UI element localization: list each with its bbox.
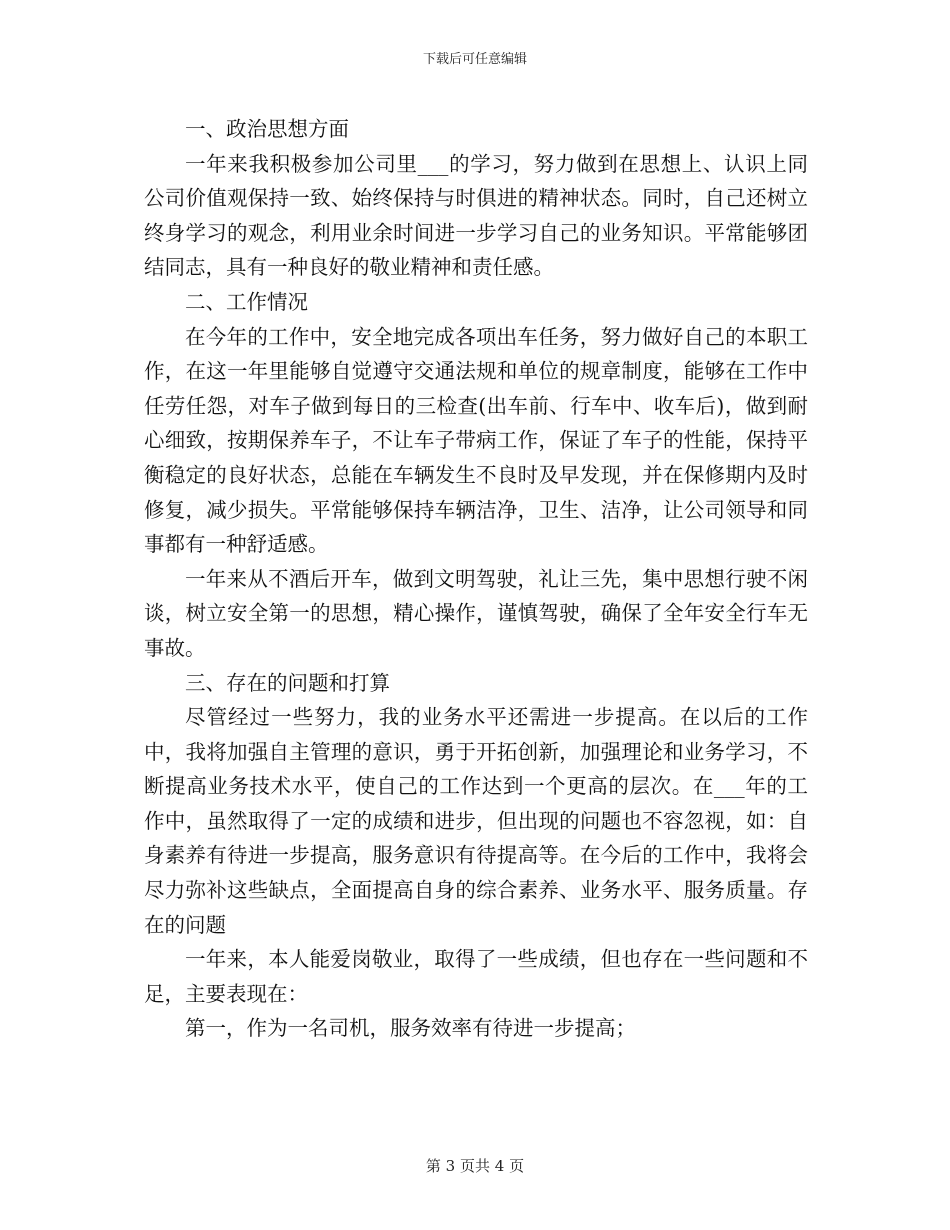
document-body bbox=[144, 112, 808, 1046]
section-heading-politics: 一、政治思想方面 bbox=[185, 117, 349, 141]
paragraph-politics: 一年来我积极参加公司里___的学习，努力做到在思想上、认识上同公司价值观保持一致、始终保持与时俱进的精神状态。同时，自己还树立终身学习的观念，利用业余时间进一步学习自己的业务知识。平常能够团结同志，具有一种良好的敬业精神和责任感。 bbox=[144, 151, 808, 280]
page-footer: 第 3 页共 4 页 bbox=[425, 1157, 525, 1175]
paragraph-summary: 一年来，本人能爱岗敬业，取得了一些成绩，但也存在一些问题和不足，主要表现在： bbox=[144, 947, 808, 1006]
paragraph-improvement: 尽管经过一些努力，我的业务水平还需进一步提高。在以后的工作中，我将加强自主管理的意识，勇于开拓创新，加强理论和业务学习，不断提高业务技术水平，使自己的工作达到一个更高的层次。在___年的工作中，虽然取得了一定的成绩和进步，但出现的问题也不容忽视，如：自身素养有待进一步提高，服务意识有待提高等。在今后的工作中，我将会尽力弥补这些缺点，全面提高自身的综合素养、业务水平、服务质量。存在的问题 bbox=[144, 705, 808, 937]
paragraph-work: 在今年的工作中，安全地完成各项出车任务，努力做好自己的本职工作，在这一年里能够自觉遵守交通法规和单位的规章制度，能够在工作中任劳任怨，对车子做到每日的三检查(出车前、行车中、收车后)，做到耐心细致，按期保养车子，不让车子带病工作，保证了车子的性能，保持平衡稳定的良好状态，总能在车辆发生不良时及早发现，并在保修期内及时修复，减少损失。平常能够保持车辆洁净，卫生、洁净，让公司领导和同事都有一种舒适感。 bbox=[144, 324, 808, 557]
page-header: 下载后可任意编辑 bbox=[422, 52, 527, 67]
paragraph-driving-safety: 一年来从不酒后开车，做到文明驾驶，礼让三先，集中思想行驶不闲谈，树立安全第一的思想，精心操作，谨慎驾驶，确保了全年安全行车无事故。 bbox=[144, 566, 808, 660]
section-heading-work: 二、工作情况 bbox=[185, 289, 308, 314]
section-heading-problems: 三、存在的问题和打算 bbox=[185, 670, 390, 695]
paragraph-point-one: 第一，作为一名司机，服务效率有待进一步提高； bbox=[185, 1016, 636, 1041]
